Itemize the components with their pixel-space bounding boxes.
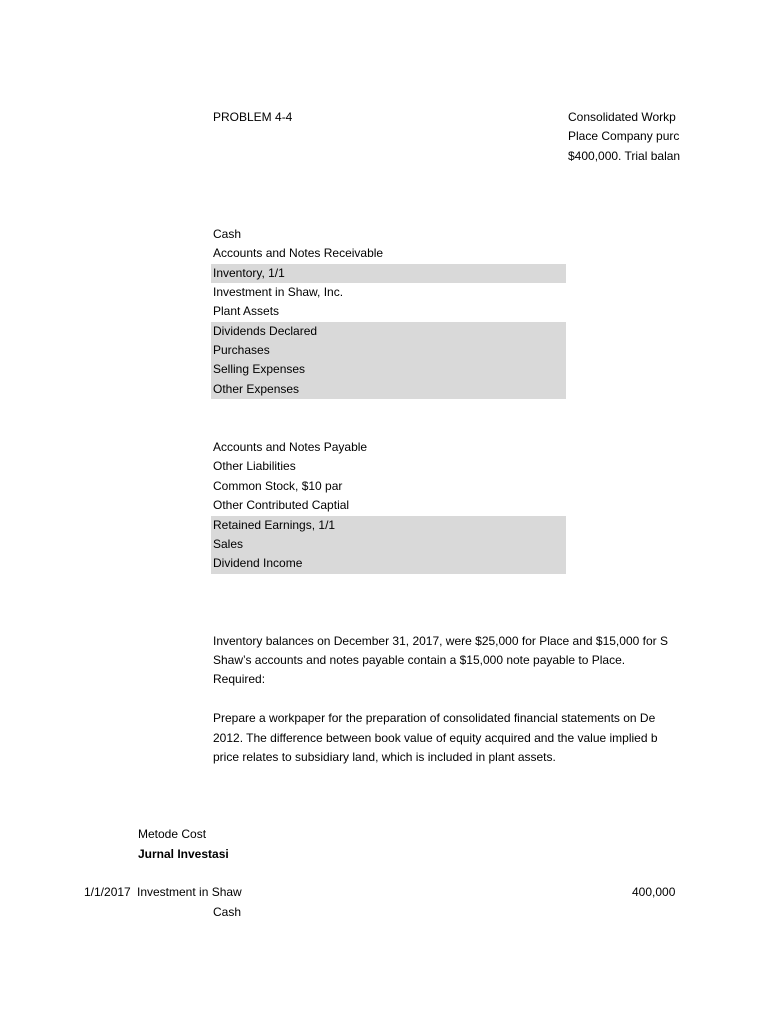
account-label: Other Contributed Captial: [213, 498, 350, 512]
journal-date: 1/1/2017: [84, 885, 131, 899]
account-label: Other Expenses: [213, 382, 300, 396]
account-label: Inventory, 1/1: [213, 266, 285, 280]
account-label: Investment in Shaw, Inc.: [213, 285, 344, 299]
journal-title: Jurnal Investasi: [138, 847, 229, 861]
account-label: Common Stock, $10 par: [213, 479, 343, 493]
note-line: price relates to subsidiary land, which is included in plant assets.: [213, 750, 556, 764]
account-label: Accounts and Notes Receivable: [213, 246, 384, 260]
account-label: Cash: [213, 227, 242, 241]
account-label: Plant Assets: [213, 304, 280, 318]
problem-description-line: Place Company purc: [568, 129, 680, 143]
journal-debit-account: Investment in Shaw: [137, 885, 242, 899]
note-line: Prepare a workpaper for the preparation of consolidated financial statements on De: [213, 711, 656, 725]
problem-description-line: Consolidated Workp: [568, 110, 676, 124]
note-line: 2012. The difference between book value of equity acquired and the value implied b: [213, 731, 658, 745]
problem-description-line: $400,000. Trial balan: [568, 149, 681, 163]
method-label: Metode Cost: [138, 827, 207, 841]
journal-credit-account: Cash: [213, 905, 242, 919]
journal-amount: 400,000: [632, 885, 676, 899]
required-label: Required:: [213, 672, 266, 686]
account-label: Selling Expenses: [213, 362, 306, 376]
account-label: Other Liabilities: [213, 459, 296, 473]
note-line: Inventory balances on December 31, 2017, were $25,000 for Place and $15,000 for S: [213, 634, 668, 648]
problem-title: PROBLEM 4-4: [213, 110, 293, 124]
note-line: Shaw’s accounts and notes payable contain a $15,000 note payable to Place.: [213, 653, 626, 667]
account-label: Purchases: [213, 343, 270, 357]
account-label: Retained Earnings, 1/1: [213, 518, 336, 532]
account-label: Accounts and Notes Payable: [213, 440, 368, 454]
account-label: Dividend Income: [213, 556, 303, 570]
account-label: Dividends Declared: [213, 324, 318, 338]
account-label: Sales: [213, 537, 244, 551]
